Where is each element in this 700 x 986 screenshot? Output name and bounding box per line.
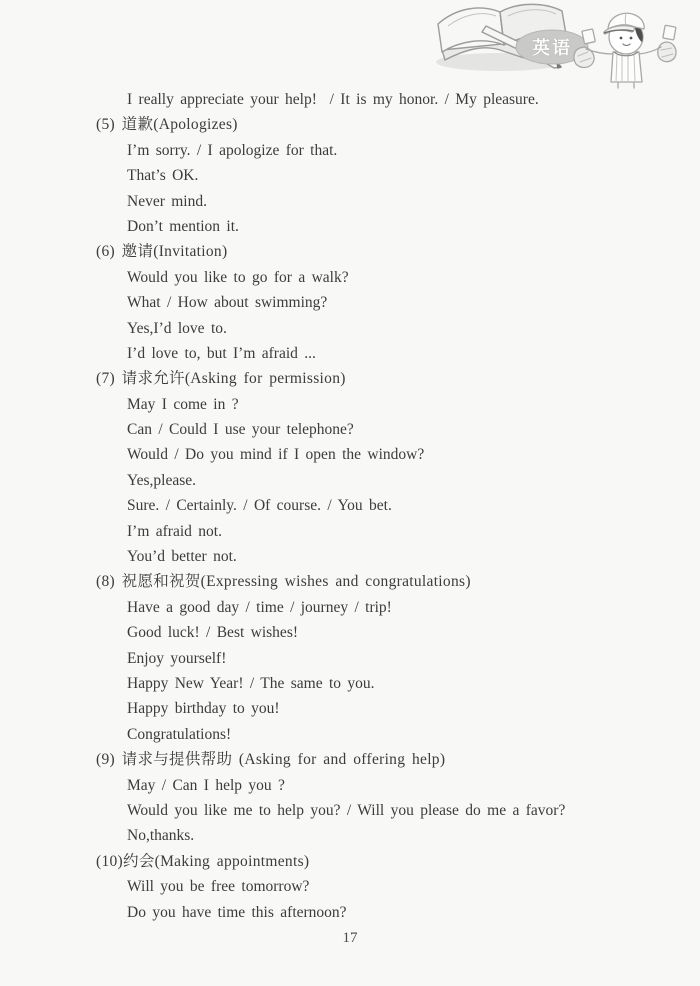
section-heading: (7) 请求允许(Asking for permission) — [96, 370, 346, 388]
section-heading: (9) 请求与提供帮助 (Asking for and offering help) — [96, 751, 446, 769]
sentence-line: I’m afraid not. — [127, 522, 222, 540]
sentence-line: May / Can I help you ? — [127, 776, 285, 794]
badge-label: 英语 — [532, 38, 572, 59]
sentence-line: I’m sorry. / I apologize for that. — [127, 141, 338, 159]
sentence-line: Yes,please. — [127, 471, 197, 489]
sentence-line: Yes,I’d love to. — [127, 319, 227, 337]
section-heading: (8) 祝愿和祝贺(Expressing wishes and congratulations) — [96, 573, 471, 591]
section-heading: (6) 邀请(Invitation) — [96, 243, 228, 261]
sentence-line: Congratulations! — [127, 725, 232, 743]
sentence-line: No,thanks. — [127, 827, 195, 845]
cartoon-boy-illustration — [574, 13, 676, 88]
content — [96, 87, 626, 925]
sentence-line: Would / Do you mind if I open the window? — [127, 446, 425, 464]
sentence-line: Do you have time this afternoon? — [127, 903, 347, 921]
sentence-line: Have a good day / time / journey / trip! — [127, 598, 392, 616]
sentence-line: Happy birthday to you! — [127, 700, 280, 718]
sentence-line: Never mind. — [127, 192, 207, 210]
sentence-line: You’d better not. — [127, 548, 237, 566]
section-heading: (5) 道歉(Apologizes) — [96, 116, 238, 134]
sentence-line: Good luck! / Best wishes! — [127, 624, 299, 642]
sentence-line: Enjoy yourself! — [127, 649, 227, 667]
sentence-line: Don’t mention it. — [127, 217, 239, 235]
sentence-line: What / How about swimming? — [127, 294, 328, 312]
sentence-line: May I come in ? — [127, 395, 239, 413]
sentence-line: Happy New Year! / The same to you. — [127, 674, 375, 692]
page-number: 17 — [342, 930, 358, 946]
sentence-line: That’s OK. — [127, 167, 199, 185]
sections — [96, 112, 626, 925]
sentence-line: Can / Could I use your telephone? — [127, 421, 354, 439]
sentence-line: Sure. / Certainly. / Of course. / You bet. — [127, 497, 392, 515]
intro-line: I really appreciate your help! / It is my honor. / My pleasure. — [127, 91, 539, 108]
sentence-line: Will you be free tomorrow? — [127, 878, 310, 896]
sentence-line: I’d love to, but I’m afraid ... — [127, 344, 316, 362]
sentence-line: Would you like to go for a walk? — [127, 268, 349, 286]
section-heading: (10)约会(Making appointments) — [96, 852, 310, 870]
header-illustration — [428, 0, 690, 92]
sentence-line: Would you like me to help you? / Will you please do me a favor? — [127, 801, 566, 819]
